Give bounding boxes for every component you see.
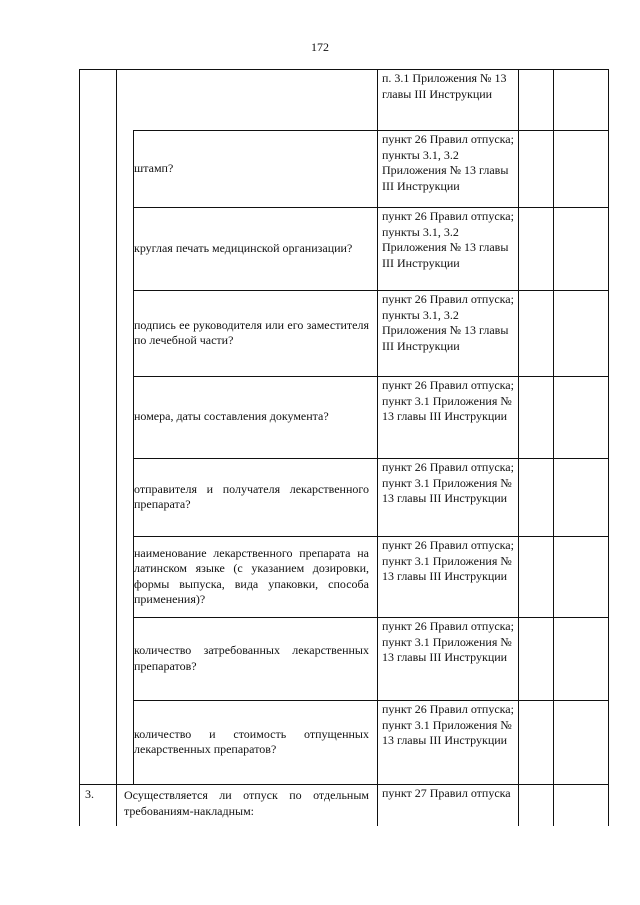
answer-cell-1: [518, 69, 553, 130]
table-right-border: [608, 69, 609, 826]
row-question: [134, 617, 369, 700]
row-reference: пункт 26 Правил отпуска; пункт 3.1 Приложения № 13 главы III Инструкции: [382, 619, 514, 664]
answer-cell-1: [518, 290, 553, 376]
answer-cell-1: [518, 207, 553, 290]
row-question: [134, 130, 369, 207]
answer-cell-2: [553, 617, 608, 700]
row-question: [134, 69, 369, 130]
row-question-text: Осуществляется ли отпуск по отдельным требованиям-накладным:: [124, 788, 369, 818]
row-question: [134, 376, 369, 458]
row-reference: пункт 26 Правил отпуска; пункты 3.1, 3.2 Приложения № 13 главы III Инструкции: [382, 292, 514, 353]
row-reference: пункт 26 Правил отпуска; пункты 3.1, 3.2 Приложения № 13 главы III Инструкции: [382, 209, 514, 270]
row-question-text: круглая печать медицинской организации?: [134, 240, 353, 255]
row-question: [134, 207, 369, 290]
row-question-text: наименование лекарственного препарата на латинском языке (с указанием дозировки, формы выпуска, вида упаковки, способа применения)?: [134, 545, 369, 606]
answer-cell-2: [553, 69, 608, 130]
row-reference: пункт 26 Правил отпуска; пункты 3.1, 3.2 Приложения № 13 главы III Инструкции: [382, 132, 514, 193]
answer-cell-2: [553, 700, 608, 784]
answer-cell-1: [518, 700, 553, 784]
answer-cell-2: [553, 207, 608, 290]
row-reference: п. 3.1 Приложения № 13 главы III Инструкции: [382, 71, 507, 101]
row-question: [134, 700, 369, 784]
answer-cell-2: [553, 536, 608, 617]
number-column-border: [116, 69, 117, 826]
row-question-text: количество и стоимость отпущенных лекарственных препаратов?: [134, 726, 369, 756]
answer-cell-2: [553, 376, 608, 458]
row-question: [134, 536, 369, 617]
answer-cell-1: [518, 458, 553, 536]
row-reference: пункт 26 Правил отпуска; пункт 3.1 Приложения № 13 главы III Инструкции: [382, 538, 514, 583]
row-question-text: подпись ее руководителя или его заместителя по лечебной части?: [134, 317, 369, 347]
row-question: [124, 784, 369, 826]
row-reference: пункт 26 Правил отпуска; пункт 3.1 Приложения № 13 главы III Инструкции: [382, 460, 514, 505]
row-number: 3.: [85, 787, 94, 801]
answer-cell-1: [518, 130, 553, 207]
question-column-border: [377, 69, 378, 826]
answer-cell-1: [518, 784, 553, 826]
page-number: 172: [311, 40, 329, 54]
row-question-text: номера, даты составления документа?: [134, 409, 329, 424]
row-question: [134, 290, 369, 376]
row-question-text: штамп?: [134, 160, 174, 175]
row-question-text: отправителя и получателя лекарственного препарата?: [134, 481, 369, 511]
answer-cell-2: [553, 290, 608, 376]
table-left-border: [79, 69, 80, 826]
row-question-text: количество затребованных лекарственных препаратов?: [134, 643, 369, 673]
answer-cell-2: [553, 458, 608, 536]
answer-cell-1: [518, 536, 553, 617]
row-reference: пункт 26 Правил отпуска; пункт 3.1 Приложения № 13 главы III Инструкции: [382, 378, 514, 423]
answer-cell-2: [553, 130, 608, 207]
row-question: [134, 458, 369, 536]
row-reference: пункт 26 Правил отпуска; пункт 3.1 Приложения № 13 главы III Инструкции: [382, 702, 514, 747]
row-reference: пункт 27 Правил отпуска: [382, 786, 511, 800]
answer-cell-2: [553, 784, 608, 826]
answer-cell-1: [518, 617, 553, 700]
answer-cell-1: [518, 376, 553, 458]
